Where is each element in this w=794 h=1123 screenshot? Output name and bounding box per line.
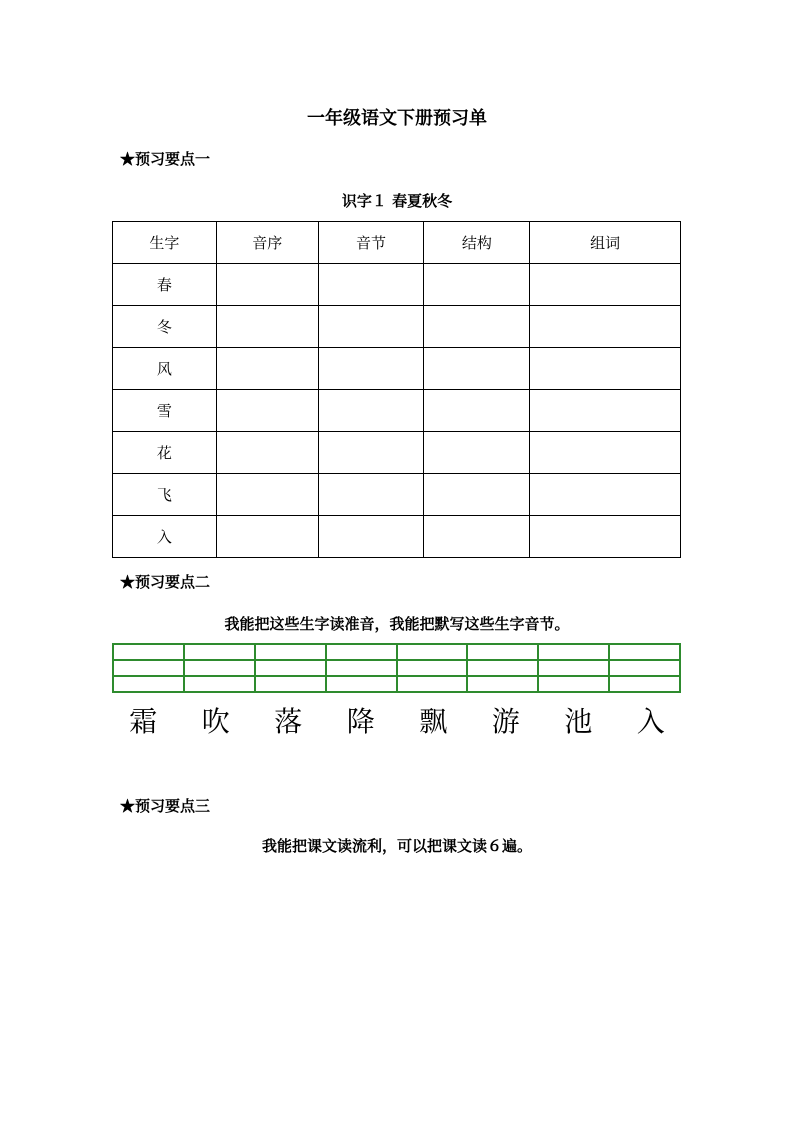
answer-cell[interactable] [530,474,681,516]
pinyin-line [113,660,680,676]
table-row [113,474,681,516]
answer-cell[interactable] [530,432,681,474]
pinyin-box[interactable] [538,644,609,660]
table-row [113,348,681,390]
column-header: 音序 [216,222,318,264]
character-row [107,700,687,740]
answer-cell[interactable] [530,390,681,432]
pinyin-box[interactable] [538,676,609,692]
answer-cell[interactable] [216,432,318,474]
character-cell: 飞 [113,474,217,516]
character-cell: 花 [113,432,217,474]
answer-cell[interactable] [530,264,681,306]
pinyin-box[interactable] [255,644,326,660]
answer-cell[interactable] [424,516,530,558]
pinyin-box[interactable] [113,660,184,676]
table-header-row [113,222,681,264]
column-header: 生字 [113,222,217,264]
answer-cell[interactable] [530,348,681,390]
answer-cell[interactable] [216,474,318,516]
pinyin-box[interactable] [326,676,397,692]
answer-cell[interactable] [530,516,681,558]
answer-cell[interactable] [318,432,424,474]
answer-cell[interactable] [424,306,530,348]
table-row [113,516,681,558]
practice-character: 游 [491,705,520,738]
pinyin-box[interactable] [184,660,255,676]
practice-character: 降 [346,705,375,738]
pinyin-box[interactable] [326,660,397,676]
pinyin-box[interactable] [184,644,255,660]
pinyin-box[interactable] [467,644,538,660]
pinyin-box[interactable] [467,676,538,692]
section1-heading: ★预习要点一 [120,150,211,168]
answer-cell[interactable] [424,264,530,306]
table-row [113,264,681,306]
character-cell: 雪 [113,390,217,432]
pinyin-box[interactable] [326,644,397,660]
practice-character: 霜 [129,705,158,738]
column-header: 组词 [530,222,681,264]
vocabulary-table [112,221,681,558]
answer-cell[interactable] [424,390,530,432]
pinyin-box[interactable] [397,660,468,676]
practice-character: 落 [274,705,303,738]
pinyin-box[interactable] [609,644,680,660]
character-cell: 入 [113,516,217,558]
practice-character: 池 [564,705,593,738]
section3-instruction: 我能把课文读流利，可以把课文读６遍。 [261,837,532,855]
answer-cell[interactable] [318,306,424,348]
pinyin-box[interactable] [255,660,326,676]
answer-cell[interactable] [318,474,424,516]
pinyin-box[interactable] [609,660,680,676]
pinyin-box[interactable] [397,644,468,660]
pinyin-box[interactable] [609,676,680,692]
practice-character: 飘 [419,705,448,738]
section2-heading: ★预习要点二 [120,573,211,591]
pinyin-box[interactable] [538,660,609,676]
answer-cell[interactable] [424,348,530,390]
table-row [113,432,681,474]
answer-cell[interactable] [216,264,318,306]
answer-cell[interactable] [318,390,424,432]
column-header: 结构 [424,222,530,264]
answer-cell[interactable] [216,348,318,390]
answer-cell[interactable] [424,474,530,516]
answer-cell[interactable] [216,306,318,348]
practice-character: 入 [636,705,665,738]
page-title: 一年级语文下册预习单 [307,108,487,129]
pinyin-line [113,644,680,660]
answer-cell[interactable] [216,516,318,558]
character-cell: 春 [113,264,217,306]
table-row [113,306,681,348]
pinyin-line [113,676,680,692]
pinyin-box[interactable] [397,676,468,692]
answer-cell[interactable] [216,390,318,432]
column-header: 音节 [318,222,424,264]
pinyin-box[interactable] [113,644,184,660]
section3-heading: ★预习要点三 [120,797,211,815]
pinyin-box[interactable] [113,676,184,692]
pinyin-box[interactable] [184,676,255,692]
pinyin-writing-grid[interactable] [112,643,681,693]
answer-cell[interactable] [424,432,530,474]
character-cell: 风 [113,348,217,390]
answer-cell[interactable] [318,516,424,558]
character-cell: 冬 [113,306,217,348]
section2-instruction: 我能把这些生字读准音，我能把默写这些生字音节。 [224,615,570,633]
table-row [113,390,681,432]
pinyin-box[interactable] [467,660,538,676]
answer-cell[interactable] [318,264,424,306]
answer-cell[interactable] [318,348,424,390]
practice-character: 吹 [201,705,230,738]
answer-cell[interactable] [530,306,681,348]
lesson-title: 识字１ 春夏秋冬 [341,192,453,210]
pinyin-box[interactable] [255,676,326,692]
